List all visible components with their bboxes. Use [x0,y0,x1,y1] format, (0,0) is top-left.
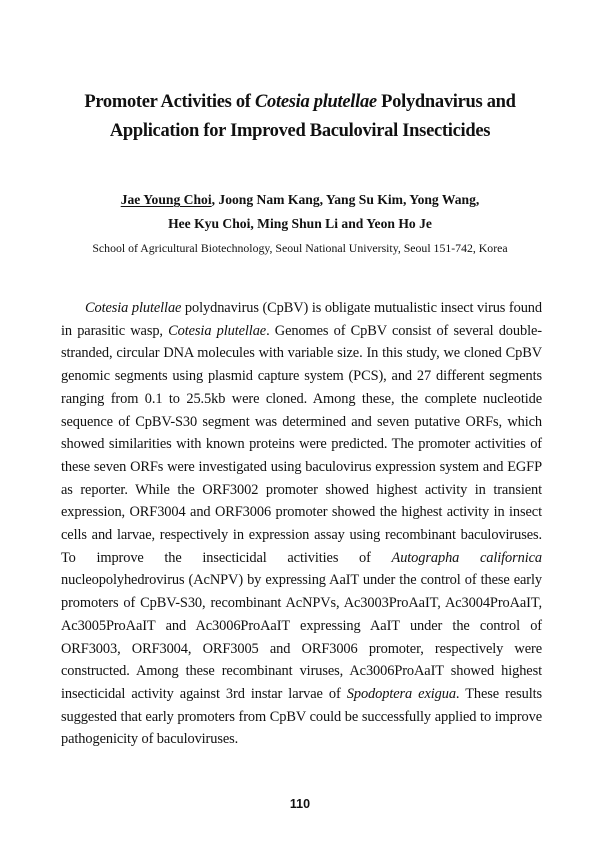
abstract-text: polydnavirus (CpBV) is obligate mutualistic insect virus found in parasitic wasp, [61,300,542,339]
first-author: Jae Young Choi [120,192,212,207]
species-name: Autographa californica [391,549,542,566]
abstract-text: nucleopolyhedrovirus (AcNPV) by expressing AaIT under the control of these early promoters of CpBV-S30, recombinant AcNPVs, Ac3003ProAaIT, Ac3004ProAaIT, Ac3005ProAaIT and Ac3006ProAaIT expressing AaIT under the control of ORF3003, ORF3004, ORF3005 and ORF3006 promoter, respectively were constructed. Among these recombinant viruses, Ac3006ProAaIT showed highest insecticidal activity against 3rd instar larvae of [61,572,542,702]
paper-title-line-1 [40,92,560,113]
species-name: Cotesia plutellae [168,322,267,339]
species-name: Spodoptera exigua [346,685,456,702]
title-species-name: Cotesia plutellae [255,92,377,112]
abstract-text: . These results suggested that early promoters from CpBV could be successfully applied to improve pathogenicity of baculoviruses. [61,685,543,748]
page-number: 110 [289,797,311,811]
title-text-a: Promoter Activities of [84,92,255,112]
authors-line-2: Hee Kyu Choi, Ming Shun Li and Yeon Ho Je [168,216,432,231]
paper-title-line-2: Application for Improved Baculoviral Insecticides [109,121,491,141]
co-authors: , Joong Nam Kang, Yang Su Kim, Yong Wang, [211,192,480,207]
abstract-text: . Genomes of CpBV consist of several double-stranded, circular DNA molecules with variable size. In this study, we cloned CpBV genomic segments using plasmid capture system (PCS), and 27 different segments ranging from 0.1 to 25.5kb were cloned. Among these, the complete nucleotide sequence of CpBV-S30 segment was determined and seven putative ORFs, which showed similarities with known proteins were predicted. The promoter activities of these seven ORFs were investigated using baculovirus expression system and EGFP as reporter. While the ORF3002 promoter showed highest activity in transient expression, ORF3004 and ORF3006 promoter showed the highest activity in insect cells and larvae, respectively in expression assay using recombinant baculoviruses. To improve the insecticidal activities of [61,322,542,566]
species-name: Cotesia plutellae [85,300,182,316]
affiliation: School of Agricultural Biotechnology, Seoul National University, Seoul 151-742, Korea [92,241,508,255]
abstract-body [61,297,542,751]
title-text-b: Polydnavirus and [376,92,516,112]
authors-line-1 [40,192,560,208]
